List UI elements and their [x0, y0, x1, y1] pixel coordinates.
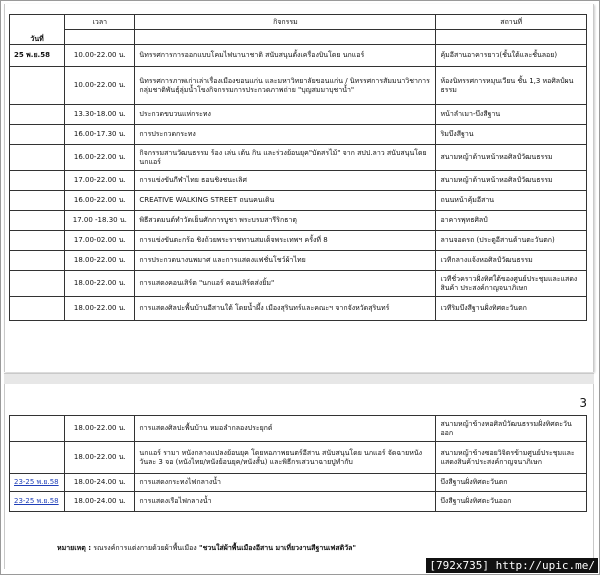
table-row — [10, 191, 587, 211]
cell-time: 17.00-02.00 น. — [65, 231, 135, 251]
table-row — [10, 125, 587, 145]
cell-date — [10, 191, 65, 211]
cell-time: 18.00-22.00 น. — [65, 442, 135, 474]
cell-activity: การแสดงเรือไฟกลางน้ำ — [135, 492, 436, 512]
cell-time: 10.00-22.00 น. — [65, 67, 135, 105]
watermark: [792x735] http://upic.me/ — [426, 558, 598, 573]
cell-time: 18.00-22.00 น. — [65, 416, 135, 442]
table-row — [10, 231, 587, 251]
cell-date — [10, 125, 65, 145]
cell-time: 16.00-17.30 น. — [65, 125, 135, 145]
schedule-table-page2 — [9, 415, 587, 512]
cell-date: 23-25 พ.ย.58 — [10, 492, 65, 512]
page-one — [4, 4, 594, 372]
cell-time: 16.00-22.00 น. — [65, 145, 135, 171]
cell-place: สนามหญ้าข้างซอยวิจิตรข้ามศูนย์ประชุมและแสดงสินค้าประสงค์กาญจนาภิเษก — [436, 442, 587, 474]
table-row — [10, 171, 587, 191]
cell-date — [10, 145, 65, 171]
table-row — [10, 474, 587, 492]
table-row — [10, 251, 587, 271]
footnote-highlight: "ชวนใส่ผ้าพื้นเมืองอีสาน มาเที่ยวงานสีฐานเฟสติวัล" — [198, 544, 357, 552]
table-row — [10, 105, 587, 125]
cell-date — [10, 271, 65, 297]
cell-time: 10.00-22.00 น. — [65, 45, 135, 67]
cell-date — [10, 211, 65, 231]
table-row — [10, 492, 587, 512]
table-row — [10, 416, 587, 442]
header-spacer — [436, 30, 587, 45]
cell-place: ริมบึงสีฐาน — [436, 125, 587, 145]
cell-time: 18.00-22.00 น. — [65, 297, 135, 321]
cell-time: 17.00 -18.30 น. — [65, 211, 135, 231]
table-row — [10, 45, 587, 67]
cell-time: 18.00-22.00 น. — [65, 251, 135, 271]
header-spacer — [65, 30, 135, 45]
cell-place: สนามหญ้าด้านหน้าหอศิลป์วัฒนธรรม — [436, 171, 587, 191]
cell-activity: กิจกรรมสานวัฒนธรรม ร้อง เล่น เต้น กิน และร่วงย้อนยุค"บัดสรไม้" จาก สปป.ลาว สนับสนุนโดยนกแอร์ — [135, 145, 436, 171]
table-row — [10, 211, 587, 231]
cell-place: เวทีชั่วคราวฝั่งทิศใต้ของศูนย์ประชุมและแสดงสินค้า ประสงค์กาญจนาภิเษก — [436, 271, 587, 297]
cell-date — [10, 231, 65, 251]
cell-date: 25 พ.ย.58 — [10, 45, 65, 67]
cell-time: 16.00-22.00 น. — [65, 191, 135, 211]
table-row — [10, 442, 587, 474]
table-row — [10, 271, 587, 297]
header-activity: กิจกรรม — [135, 15, 436, 30]
cell-activity: การประกวดนางนพมาศ และการแสดงแฟชั่นโชว์ผ้าไทย — [135, 251, 436, 271]
cell-date — [10, 416, 65, 442]
cell-activity: การแสดงศิลปะพื้นบ้านอีสานใต้ โดยน้ำผึ้ง เมืองสุรินทร์และคณะฯ จากจังหวัดสุรินทร์ — [135, 297, 436, 321]
cell-date — [10, 297, 65, 321]
cell-place: สนามหญ้าด้านหน้าหอศิลป์วัฒนธรรม — [436, 145, 587, 171]
cell-time: 18.00-24.00 น. — [65, 492, 135, 512]
cell-activity: การแสดงศิลปะพื้นบ้าน หมอลำกลองประยุกต์ — [135, 416, 436, 442]
cell-date — [10, 171, 65, 191]
cell-place: บึงสีฐานฝั่งทิศตะวันออก — [436, 492, 587, 512]
cell-activity: ประกวดขบวนแห่กระทง — [135, 105, 436, 125]
cell-activity: นกแอร์ รามา หนังกลางแปลงย้อนยุค โดยหอภาพยนตร์อีสาน สนับสนุนโดย นกแอร์ จัดฉายหนัง วันละ 3 จอ (หนังไทย/หนังย้อนยุค/หนังสั้น) และพิธีกรเสวนาฉายปูทำกับ — [135, 442, 436, 474]
cell-place: ห้องนิทรรศการหมุนเวียน ชั้น 1,3 หอศิลป์ผนธรรม — [436, 67, 587, 105]
header-date: วันที่ — [10, 15, 65, 45]
cell-date — [10, 105, 65, 125]
cell-date — [10, 251, 65, 271]
cell-activity: การแข่งขันตะกร้อ ชิงถ้วยพระราชทานสมเด็จพระเทพฯ ครั้งที่ 8 — [135, 231, 436, 251]
header-spacer — [135, 30, 436, 45]
table-row — [10, 67, 587, 105]
page-two — [4, 384, 594, 569]
cell-activity: นิทรรศการการออกแบบโคมไฟนานาชาติ สนับสนุนตั้งเครื่องบินโดย นกแอร์ — [135, 45, 436, 67]
cell-date: 23-25 พ.ย.58 — [10, 474, 65, 492]
cell-date — [10, 442, 65, 474]
footnote-text: รณรงค์การแต่งกายด้วยผ้าพื้นเมือง — [93, 544, 197, 552]
cell-time: 13.30-18.00 น. — [65, 105, 135, 125]
cell-activity: การแสดงคอนเสิร์ต "นกแอร์ คอนเสิร์ตส่งยิ้ม" — [135, 271, 436, 297]
cell-place: สนามหญ้าข้างหอศิลป์วัฒนธรรมฝั่งทิศตะวันออก — [436, 416, 587, 442]
cell-activity: CREATIVE WALKING STREET ถนนคนเดิน — [135, 191, 436, 211]
cell-time: 18.00-22.00 น. — [65, 271, 135, 297]
header-time: เวลา — [65, 15, 135, 30]
footnote — [57, 543, 356, 554]
cell-date — [10, 67, 65, 105]
cell-activity: การแข่งขันกีฬาไทย ธอนชิงชนะเลิศ — [135, 171, 436, 191]
cell-place: คุ้มอีสานอาคารยาว(ชั้นใต้และชั้นลอย) — [436, 45, 587, 67]
cell-place: เวทีริมบึงสีฐานฝั่งทิศตะวันตก — [436, 297, 587, 321]
cell-activity: การแสดงกระทงไฟกลางน้ำ — [135, 474, 436, 492]
schedule-table-page1 — [9, 14, 587, 321]
cell-time: 17.00-22.00 น. — [65, 171, 135, 191]
cell-activity: นิทรรศการภาพเก่าเล่าเรื่องเมืองขอนแก่น และมหาวิทยาลัยขอนแก่น / นิทรรศการสัมมนาวิชาการ กลุ่มชาติพันธุ์ลุ่มน้ำโขงกิจกรรมการประกวดภาพถ่าย "บุญสมมาบุชาน้ำ" — [135, 67, 436, 105]
footnote-label: หมายเหตุ : — [57, 544, 92, 552]
cell-activity: พิธีสวดมนต์ทำวัดเย็นศักการบูชา พระบรมสารีริกธาตุ — [135, 211, 436, 231]
cell-place: หน้าลำเมา-บึงสีฐาน — [436, 105, 587, 125]
cell-place: ลานจอดรถ (ประตูอีสานด้านตะวันตก) — [436, 231, 587, 251]
cell-activity: การประกวดกระทง — [135, 125, 436, 145]
cell-place: ถนนหน้าคุ้มอีสาน — [436, 191, 587, 211]
cell-place: บึงสีฐานฝั่งทิศตะวันตก — [436, 474, 587, 492]
cell-place: อาคารพุทธศิลป์ — [436, 211, 587, 231]
table-row — [10, 297, 587, 321]
cell-time: 18.00-24.00 น. — [65, 474, 135, 492]
page-number: 3 — [579, 396, 587, 410]
table-row — [10, 145, 587, 171]
header-place: สถานที่ — [436, 15, 587, 30]
cell-place: เวทีกลางแจ้งหอศิลป์วัฒนธรรม — [436, 251, 587, 271]
